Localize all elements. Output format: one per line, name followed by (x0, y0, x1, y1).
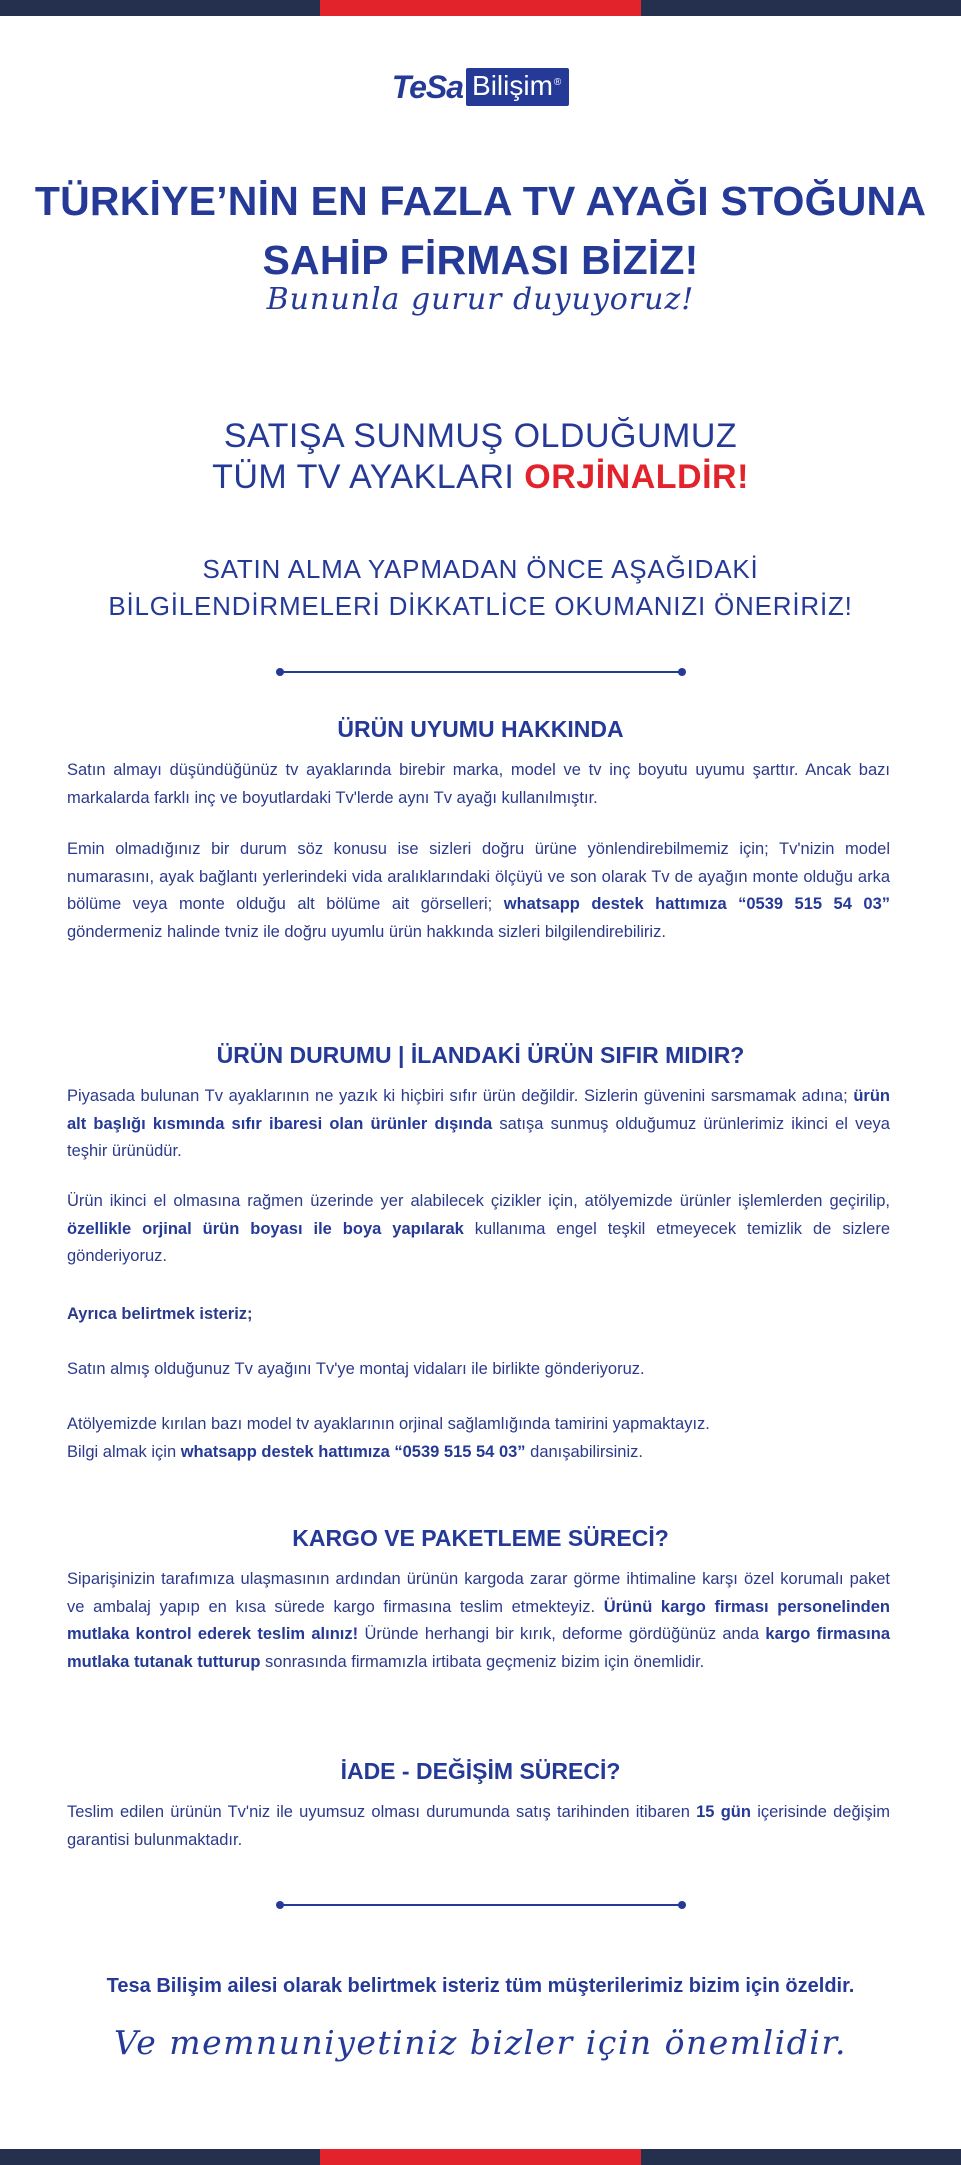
tagline-script: Bununla gurur duyuyoruz! (266, 282, 695, 317)
section-title-returns: İADE - DEĞİŞİM SÜRECİ? (340, 1758, 621, 1784)
main-headline (0, 172, 961, 290)
section-title-compat: ÜRÜN UYUMU HAKKINDA (337, 716, 624, 742)
condition-note-heading: Ayrıca belirtmek isteriz; (67, 1305, 253, 1323)
advice-line-1: SATIN ALMA YAPMADAN ÖNCE AŞAĞIDAKİ (202, 554, 759, 584)
condition-paragraph-3: Satın almış olduğunuz Tv ayağını Tv'ye montaj vidaları ile birlikte gönderiyoruz. (67, 1360, 645, 1378)
closing-script: Ve memnuniyetiniz bizler için önemlidir. (113, 2023, 848, 2062)
section-title-condition: ÜRÜN DURUMU | İLANDAKİ ÜRÜN SIFIR MIDIR? (216, 1042, 745, 1068)
stripe-red-center (320, 2149, 641, 2165)
registered-mark: ® (553, 76, 562, 88)
original-highlight: ORJİNALDİR! (524, 458, 749, 496)
stripe-navy-right (641, 0, 961, 16)
original-notice-line-2: TÜM TV AYAKLARI ORJİNALDİR! (212, 458, 749, 496)
advice-line-2: BİLGİLENDİRMELERİ DİKKATLİCE OKUMANIZI ÖNERİRİZ! (108, 591, 853, 621)
whatsapp-highlight: whatsapp destek hattımıza “0539 515 54 03” (503, 895, 891, 913)
stripe-navy-left (0, 0, 320, 16)
top-color-stripe (0, 0, 961, 16)
condition-paragraph-4: Atölyemizde kırılan bazı model tv ayaklarının orjinal sağlamlığında tamirini yapmaktayız. Bilgi almak için whatsapp destek hattımıza “0539 515 54 03” danışabilirsiniz. (67, 1415, 710, 1461)
section-title-shipping: KARGO VE PAKETLEME SÜRECİ? (292, 1525, 669, 1551)
compat-paragraph-1: Satın almayı düşündüğünüz tv ayaklarında birebir marka, model ve tv inç boyutu uyumu şarttır. Ancak bazı markalarda farklı inç ve boyutlardaki Tv'lerde aynı Tv ayağı kullanılmıştır. (67, 761, 890, 807)
bottom-color-stripe (0, 2149, 961, 2165)
shipping-paragraph: Siparişinizin tarafımıza ulaşmasının ardından ürünün kargoda zarar görme ihtimaline karşı özel korumalı paket ve ambalaj yapıp en kısa sürede kargo firmasına teslim etmekteyiz. Ürünü kargo firması personelinden mutlaka kontrol ederek teslim alınız! Üründe herhangi bir kırık, deforme gördüğünüz anda kargo firmasına mutlaka tutanak tutturup sonrasında firmamızla irtibata geçmeniz bizim için önemlidir. (67, 1570, 891, 1671)
read-before-buying-notice (0, 551, 961, 625)
divider-top (276, 668, 686, 676)
logo-text-tesa: TeSa (391, 68, 464, 105)
whatsapp-highlight: whatsapp destek hattımıza “0539 515 54 03” (180, 1442, 526, 1461)
compat-paragraph-2: Emin olmadığınız bir durum söz konusu ise sizleri doğru ürüne yönlendirebilmemiz için; Tv'nizin model numarasını, ayak bağlantı yerlerindeki vida aralıklarındaki ölçüyü ve son olarak Tv de ayağın monte olduğu arka bölüme veya monte olduğu alt bölüme ait görselleri; whatsapp destek hattımıza “0539 515 54 03” göndermeniz halinde tvniz ile doğru uyumlu ürün hakkında sizleri bilgilendirebiliriz. (67, 840, 891, 941)
condition-paragraph-1: Piyasada bulunan Tv ayaklarının ne yazık ki hiçbiri sıfır ürün değildir. Sizlerin güvenini sarsmamak adına; ürün alt başlığı kısmında sıfır ibaresi olan ürünler dışında satışa sunmuş olduğumuz ürünlerimiz ikinci el veya teşhir ürünüdür. (67, 1087, 890, 1160)
stripe-navy-left (0, 2149, 320, 2165)
headline-line-2: SAHİP FİRMASI BİZİZ! (262, 237, 699, 283)
headline-line-1: TÜRKİYE’NİN EN FAZLA TV AYAĞI STOĞUNA (34, 178, 927, 224)
logo-text-bilisim: Bilişim® (466, 68, 569, 106)
divider-bottom (276, 1901, 686, 1909)
closing-statement: Tesa Bilişim ailesi olarak belirtmek isteriz tüm müşterilerimiz bizim için özeldir. (106, 1975, 855, 1997)
stripe-navy-right (641, 2149, 961, 2165)
original-notice (0, 416, 961, 498)
condition-paragraph-2: Ürün ikinci el olmasına rağmen üzerinde yer alabilecek çizikler için, atölyemizde ürünler işlemlerden geçirilip, özellikle orjinal ürün boyası ile boya yapılarak kullanıma engel teşkil etmeyecek temizlik de sizlere gönderiyoruz. (67, 1192, 891, 1265)
returns-paragraph: Teslim edilen ürünün Tv'niz ile uyumsuz olması durumunda satış tarihinden itibaren 15 gün içerisinde değişim garantisi bulunmaktadır. (67, 1803, 890, 1849)
original-notice-line-1: SATIŞA SUNMUŞ OLDUĞUMUZ (223, 417, 738, 455)
brand-logo (0, 68, 961, 106)
stripe-red-center (320, 0, 641, 16)
